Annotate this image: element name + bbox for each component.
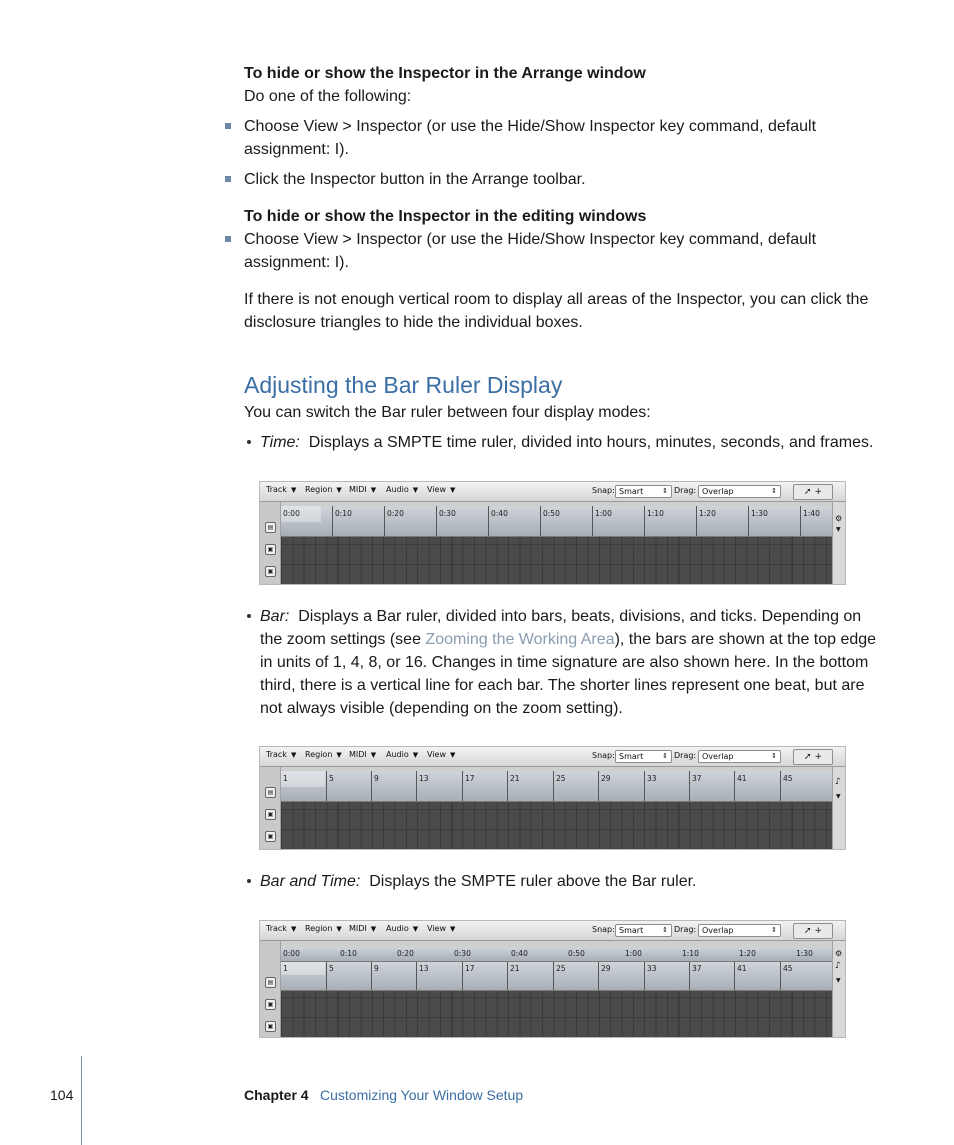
drag-select[interactable]: Overlap ⇕ bbox=[698, 485, 781, 498]
bar-ruler[interactable] bbox=[281, 962, 832, 991]
ruler-label: 9 bbox=[374, 774, 379, 783]
ruler-label: 1:30 bbox=[796, 949, 813, 958]
ruler-tick bbox=[644, 962, 645, 990]
ruler-tick bbox=[780, 962, 781, 990]
drag-label: Drag: bbox=[674, 486, 697, 495]
global-track-icon[interactable]: ▤ bbox=[265, 977, 276, 988]
track-header-strip bbox=[260, 941, 281, 1037]
ruler-label: 37 bbox=[692, 964, 702, 973]
chapter-title-link[interactable]: Customizing Your Window Setup bbox=[320, 1087, 524, 1103]
chevron-down-icon: ▼ bbox=[336, 925, 342, 933]
arrange-screenshot-bar bbox=[259, 746, 846, 850]
ruler-tick bbox=[592, 506, 593, 536]
menu-midi[interactable]: MIDI ▼ bbox=[349, 750, 377, 759]
chevron-down-icon: ▼ bbox=[336, 751, 342, 759]
bar-line5: not always visible (depending on the zoom setting). bbox=[260, 700, 623, 717]
ruler-label: 1:20 bbox=[699, 509, 716, 518]
pointer-icon: ➚ bbox=[804, 926, 812, 936]
ruler-label: 1:00 bbox=[595, 509, 612, 518]
track-lanes[interactable] bbox=[281, 802, 832, 849]
chevron-down-icon: ▼ bbox=[290, 486, 297, 494]
menu-view[interactable]: View ▼ bbox=[427, 750, 456, 759]
inspector-arrange-title: To hide or show the Inspector in the Arrange window bbox=[244, 65, 646, 82]
ruler-label: 0:10 bbox=[340, 949, 357, 958]
ruler-scrollbar[interactable] bbox=[832, 941, 845, 1037]
ruler-label: 0:30 bbox=[454, 949, 471, 958]
editing-bullet1-line1: Choose View > Inspector (or use the Hide/Show Inspector key command, default bbox=[244, 231, 817, 248]
ruler-label: 13 bbox=[419, 774, 429, 783]
arrange-screenshot-time bbox=[259, 481, 846, 585]
plus-icon: + bbox=[814, 487, 822, 497]
ruler-label: 1 bbox=[283, 964, 288, 973]
chevron-down-icon: ▼ bbox=[370, 751, 377, 759]
chevron-down-icon[interactable]: ▼ bbox=[836, 977, 841, 984]
ruler-tick bbox=[416, 771, 417, 801]
ruler-label: 0:20 bbox=[387, 509, 404, 518]
menu-region[interactable]: Region ▼ bbox=[305, 485, 342, 494]
track-lanes[interactable] bbox=[281, 991, 832, 1037]
ruler-tick bbox=[507, 771, 508, 801]
tool-menu-button[interactable] bbox=[793, 749, 833, 765]
ruler-tick bbox=[696, 506, 697, 536]
zooming-link[interactable]: Zooming the Working Area bbox=[425, 631, 615, 648]
snap-select[interactable]: Smart ⇕ bbox=[615, 924, 672, 937]
ruler-tick bbox=[689, 771, 690, 801]
chevron-down-icon: ▼ bbox=[336, 486, 342, 494]
ruler-label: 25 bbox=[556, 774, 566, 783]
bar-line4: third, there is a vertical line for each bar. The shorter lines represent one beat, but are bbox=[260, 677, 865, 694]
do-one-text: Do one of the following: bbox=[244, 88, 412, 105]
updown-icon: ⇕ bbox=[771, 487, 777, 495]
updown-icon: ⇕ bbox=[771, 752, 777, 760]
ruler-tick bbox=[416, 962, 417, 990]
plus-icon: + bbox=[814, 752, 822, 762]
ruler-label: 1:40 bbox=[803, 509, 820, 518]
ruler-label: 0:40 bbox=[511, 949, 528, 958]
ruler-label: 1:20 bbox=[739, 949, 756, 958]
bar-term: Bar: bbox=[260, 608, 290, 625]
bullet-square-icon bbox=[225, 176, 231, 182]
editing-bullet1-line2: assignment: I). bbox=[244, 254, 349, 271]
track-icon[interactable]: ▣ bbox=[265, 809, 276, 820]
ruler-label: 41 bbox=[737, 774, 747, 783]
bullet-square-icon bbox=[225, 236, 231, 242]
ruler-label: 17 bbox=[465, 774, 475, 783]
ruler-label: 29 bbox=[601, 964, 611, 973]
chevron-down-icon: ▼ bbox=[370, 486, 377, 494]
ruler-label: 13 bbox=[419, 964, 429, 973]
track-lanes[interactable] bbox=[281, 537, 832, 584]
ruler-label: 21 bbox=[510, 774, 520, 783]
chevron-down-icon: ▼ bbox=[449, 486, 456, 494]
ruler-label: 0:50 bbox=[543, 509, 560, 518]
ruler-tick bbox=[326, 771, 327, 801]
settings-gear-icon[interactable]: ⚙ bbox=[835, 949, 843, 958]
ruler-tick bbox=[371, 962, 372, 990]
menu-audio[interactable]: Audio ▼ bbox=[386, 924, 419, 933]
updown-icon: ⇕ bbox=[662, 487, 668, 495]
time-mode-item bbox=[260, 431, 873, 454]
track-icon[interactable]: ▣ bbox=[265, 566, 276, 577]
track-icon[interactable]: ▣ bbox=[265, 544, 276, 555]
snap-label: Snap: bbox=[592, 486, 615, 495]
chevron-down-icon: ▼ bbox=[290, 925, 297, 933]
menu-track[interactable]: Track ▼ bbox=[266, 750, 297, 759]
ruler-tick bbox=[780, 771, 781, 801]
bartime-term: Bar and Time: bbox=[260, 873, 361, 890]
chevron-down-icon: ▼ bbox=[412, 486, 419, 494]
ruler-tick bbox=[326, 962, 327, 990]
ruler-label: 37 bbox=[692, 774, 702, 783]
ruler-label: 9 bbox=[374, 964, 379, 973]
ruler-tick bbox=[488, 506, 489, 536]
ruler-tick bbox=[734, 771, 735, 801]
track-icon[interactable]: ▣ bbox=[265, 999, 276, 1010]
menu-midi[interactable]: MIDI ▼ bbox=[349, 485, 377, 494]
ruler-tick bbox=[436, 506, 437, 536]
ruler-tick bbox=[644, 771, 645, 801]
menu-track[interactable]: Track ▼ bbox=[266, 924, 297, 933]
ruler-label: 0:40 bbox=[491, 509, 508, 518]
bartime-desc: Displays the SMPTE ruler above the Bar ruler. bbox=[369, 873, 697, 890]
ruler-label: 33 bbox=[647, 774, 657, 783]
ruler-label: 0:00 bbox=[283, 949, 300, 958]
ruler-scrollbar[interactable] bbox=[832, 502, 845, 584]
chevron-down-icon: ▼ bbox=[412, 751, 419, 759]
menu-audio[interactable]: Audio ▼ bbox=[386, 485, 419, 494]
paragraph-line1: If there is not enough vertical room to display all areas of the Inspector, you can click the bbox=[244, 291, 869, 308]
menu-track[interactable]: Track ▼ bbox=[266, 485, 297, 494]
ruler-tick bbox=[598, 771, 599, 801]
time-ruler[interactable] bbox=[281, 506, 832, 537]
arrange-toolbar bbox=[260, 921, 845, 941]
ruler-label: 1:00 bbox=[625, 949, 642, 958]
bullet-dot-icon bbox=[247, 440, 251, 444]
ruler-label: 29 bbox=[601, 774, 611, 783]
section-heading: Adjusting the Bar Ruler Display bbox=[244, 372, 563, 398]
ruler-label: 45 bbox=[783, 774, 793, 783]
drag-select[interactable]: Overlap ⇕ bbox=[698, 924, 781, 937]
snap-select[interactable]: Smart ⇕ bbox=[615, 750, 672, 763]
arrange-bullet1-line2: assignment: I). bbox=[244, 141, 349, 158]
inspector-editing-title: To hide or show the Inspector in the editing windows bbox=[244, 208, 647, 225]
footer-divider bbox=[81, 1056, 82, 1145]
ruler-label: 25 bbox=[556, 964, 566, 973]
updown-icon: ⇕ bbox=[662, 926, 668, 934]
snap-label: Snap: bbox=[592, 751, 615, 760]
track-header-strip bbox=[260, 767, 281, 849]
chapter-label: Chapter 4 bbox=[244, 1087, 309, 1103]
bar-line2: the zoom settings (see Zooming the Working Area), the bars are shown at the top edge bbox=[260, 631, 877, 648]
menu-region[interactable]: Region ▼ bbox=[305, 924, 342, 933]
drag-label: Drag: bbox=[674, 925, 697, 934]
global-track-icon[interactable]: ▤ bbox=[265, 787, 276, 798]
ruler-label: 0:20 bbox=[397, 949, 414, 958]
bartime-mode-item bbox=[260, 870, 696, 893]
tool-menu-button[interactable] bbox=[793, 484, 833, 500]
ruler-tick bbox=[462, 962, 463, 990]
bullet-dot-icon bbox=[247, 614, 251, 618]
ruler-tick bbox=[384, 506, 385, 536]
bar-ruler[interactable] bbox=[281, 771, 832, 802]
ruler-label: 17 bbox=[465, 964, 475, 973]
ruler-tick bbox=[598, 962, 599, 990]
ruler-tick bbox=[371, 771, 372, 801]
time-ruler[interactable] bbox=[281, 947, 832, 962]
arrange-toolbar bbox=[260, 482, 845, 502]
global-track-icon[interactable]: ▤ bbox=[265, 522, 276, 533]
menu-midi[interactable]: MIDI ▼ bbox=[349, 924, 377, 933]
ruler-tick bbox=[540, 506, 541, 536]
snap-label: Snap: bbox=[592, 925, 615, 934]
menu-view[interactable]: View ▼ bbox=[427, 924, 456, 933]
ruler-label: 33 bbox=[647, 964, 657, 973]
bullet-dot-icon bbox=[247, 879, 251, 883]
ruler-label: 45 bbox=[783, 964, 793, 973]
ruler-label: 5 bbox=[329, 774, 334, 783]
track-header-strip bbox=[260, 502, 281, 584]
ruler-tick bbox=[553, 962, 554, 990]
page-number: 104 bbox=[50, 1087, 74, 1103]
settings-gear-icon[interactable]: ⚙ bbox=[835, 514, 843, 523]
note-icon[interactable]: ♪ bbox=[835, 961, 841, 971]
ruler-tick bbox=[462, 771, 463, 801]
chevron-down-icon: ▼ bbox=[370, 925, 377, 933]
arrange-bullet1-line1: Choose View > Inspector (or use the Hide/Show Inspector key command, default bbox=[244, 118, 817, 135]
menu-region[interactable]: Region ▼ bbox=[305, 750, 342, 759]
arrange-screenshot-bar-time bbox=[259, 920, 846, 1038]
menu-view[interactable]: View ▼ bbox=[427, 485, 456, 494]
ruler-label: 1:10 bbox=[682, 949, 699, 958]
chevron-down-icon: ▼ bbox=[290, 751, 297, 759]
snap-select[interactable]: Smart ⇕ bbox=[615, 485, 672, 498]
tool-menu-button[interactable] bbox=[793, 923, 833, 939]
ruler-label: 0:30 bbox=[439, 509, 456, 518]
bullet-square-icon bbox=[225, 123, 231, 129]
section-intro: You can switch the Bar ruler between four display modes: bbox=[244, 404, 651, 421]
ruler-label: 0:10 bbox=[335, 509, 352, 518]
updown-icon: ⇕ bbox=[662, 752, 668, 760]
track-icon[interactable]: ▣ bbox=[265, 831, 276, 842]
track-icon[interactable]: ▣ bbox=[265, 1021, 276, 1032]
ruler-label: 1 bbox=[283, 774, 288, 783]
ruler-label: 0:00 bbox=[283, 509, 300, 518]
updown-icon: ⇕ bbox=[771, 926, 777, 934]
ruler-scrollbar[interactable] bbox=[832, 767, 845, 849]
time-term: Time: bbox=[260, 434, 300, 451]
ruler-tick bbox=[332, 506, 333, 536]
ruler-tick bbox=[800, 506, 801, 536]
ruler-label: 5 bbox=[329, 964, 334, 973]
chevron-down-icon: ▼ bbox=[449, 751, 456, 759]
drag-select[interactable]: Overlap ⇕ bbox=[698, 750, 781, 763]
ruler-label: 21 bbox=[510, 964, 520, 973]
bar-line1: Bar: Displays a Bar ruler, divided into bars, beats, divisions, and ticks. Depending on bbox=[260, 608, 862, 625]
drag-label: Drag: bbox=[674, 751, 697, 760]
ruler-tick bbox=[734, 962, 735, 990]
ruler-label: 41 bbox=[737, 964, 747, 973]
bar-line3: in units of 1, 4, 8, or 16. Changes in time signature are also shown here. In the bottom bbox=[260, 654, 869, 671]
ruler-tick bbox=[748, 506, 749, 536]
chevron-down-icon: ▼ bbox=[412, 925, 419, 933]
menu-audio[interactable]: Audio ▼ bbox=[386, 750, 419, 759]
chevron-down-icon[interactable]: ▼ bbox=[836, 793, 841, 800]
ruler-tick bbox=[689, 962, 690, 990]
chevron-down-icon: ▼ bbox=[449, 925, 456, 933]
note-icon[interactable]: ♪ bbox=[835, 777, 841, 787]
ruler-label: 1:30 bbox=[751, 509, 768, 518]
chevron-down-icon[interactable]: ▼ bbox=[836, 526, 841, 533]
pointer-icon: ➚ bbox=[804, 487, 812, 497]
time-desc: Displays a SMPTE time ruler, divided into hours, minutes, seconds, and frames. bbox=[308, 434, 874, 451]
pointer-icon: ➚ bbox=[804, 752, 812, 762]
plus-icon: + bbox=[814, 926, 822, 936]
ruler-label: 1:10 bbox=[647, 509, 664, 518]
ruler-tick bbox=[507, 962, 508, 990]
paragraph-line2: disclosure triangles to hide the individual boxes. bbox=[244, 314, 583, 331]
ruler-tick bbox=[644, 506, 645, 536]
arrange-toolbar bbox=[260, 747, 845, 767]
ruler-tick bbox=[553, 771, 554, 801]
ruler-label: 0:50 bbox=[568, 949, 585, 958]
arrange-bullet2: Click the Inspector button in the Arrange toolbar. bbox=[244, 171, 586, 188]
